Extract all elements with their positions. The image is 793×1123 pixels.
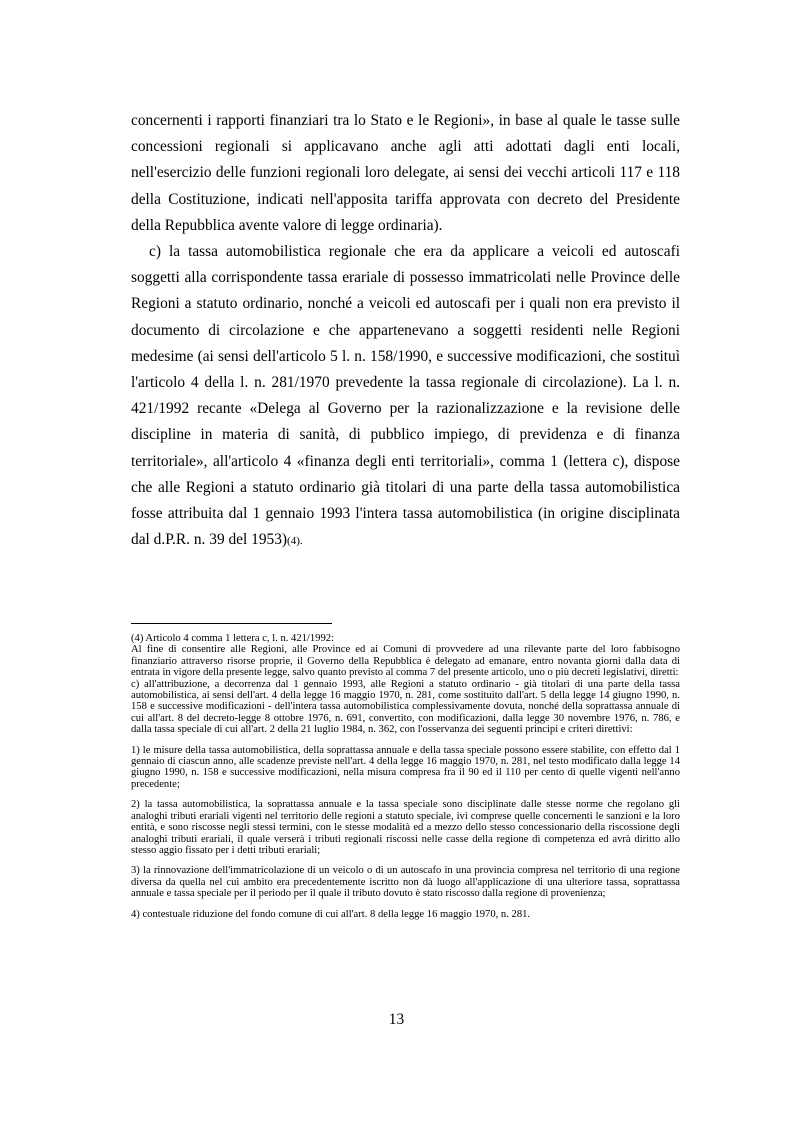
page-number: 13 [388,1011,405,1028]
footnote-separator [131,623,332,624]
footnote-intro: Al fine di consentire alle Regioni, alle Province ed ai Comuni di provvedere ad una rilevante parte del loro fabbisogno finanziario attraverso risorse proprie, il Governo della Repubblica è delegato ad emanare, entro novanta giorni dalla data di entrata in vigore della presente legge, salvo quanto previsto al comma 7 del presente articolo, uno o più decreti legislativi, diretti: [131,644,680,679]
footnote-item-c: c) all'attribuzione, a decorrenza dal 1 gennaio 1993, alle Regioni a statuto ordinario - già titolari di una parte della tassa automobilistica, ai sensi dell'art. 4 della legge 16 maggio 1970, n. 281, come sostituito dall'art. 5 della legge 14 giugno 1990, n. 158 e successive modificazioni - dell'intera tassa automobilistica complessivamente dovuta, nonché della soprattassa annuale di cui all'art. 8 del decreto-legge 8 ottobre 1976, n. 691, convertito, con modificazioni, dalla legge 30 novembre 1976, n. 786, e dalla tassa speciale di cui all'art. 2 della 21 luglio 1984, n. 362, con l'osservanza dei seguenti principi e criteri direttivi: [131,678,680,736]
paragraph-1: concernenti i rapporti finanziari tra lo Stato e le Regioni», in base al quale le tasse sulle concessioni regionali si applicavano anche agli atti adottati dagli enti locali, nell'esercizio delle funzioni regionali loro delegate, ai sensi dei vecchi articoli 117 e 118 della Costituzione, indicati nell'apposita tariffa approvata con decreto del Presidente della Repubblica avente valore di legge ordinaria). [131,112,680,234]
footnotes [131,633,680,920]
paragraph-2 [131,239,680,554]
footnote-point-4: 4) contestuale riduzione del fondo comune di cui all'art. 8 della legge 16 maggio 1970, n. 281. [131,908,531,920]
footnote-point-3: 3) la rinnovazione dell'immatricolazione di un veicolo o di un autoscafo in una provincia compresa nel territorio di una regione diversa da quella nel cui ambito era precedentemente iscritto non dà luogo all'applicazione di una ulteriore tassa, soprattassa annuale e tassa speciale per il periodo per il quale il tributo dovuto è stato riscosso dalla regione di provenienza; [131,865,680,900]
footnote-point-2: 2) la tassa automobilistica, la soprattassa annuale e la tassa speciale sono disciplinate dalle stesse norme che regolano gli analoghi tributi erariali vigenti nel territorio delle regioni a statuto speciale, ivi comprese quelle concernenti le sanzioni e la loro entità, e sono riscosse negli stessi termini, con le stesse modalità ed a mezzo dello stesso concessionario della riscossione degli analoghi tributi erariali, il quale verserà i tributi regionali riscossi nelle casse della regione di competenza ed avrà diritto allo stesso aggio fissato per i detti tributi erariali; [131,799,680,856]
footnote-point-1: 1) le misure della tassa automobilistica, della soprattassa annuale e della tassa speciale possono essere stabilite, con effetto dal 1 gennaio di ciascun anno, alle scadenze previste nell'art. 4 della legge 16 maggio 1970, n. 281, nel testo modificato dalla legge 14 giugno 1990, n. 158 e successive modificazioni, nella misura compresa fra il 90 ed il 110 per cento di quelle vigenti nell'anno precedente; [131,744,680,790]
footnote-reference: (4). [287,535,303,548]
body-text [131,108,680,554]
paragraph-2-text: c) la tassa automobilistica regionale che era da applicare a veicoli ed autoscafi soggetti alla corrispondente tassa erariale di possesso immatricolati nelle Province delle Regioni a statuto ordinario, nonché a veicoli ed autoscafi per i quali non era previsto il documento di circolazione e che appartenevano a soggetti residenti nelle Regioni medesime (ai sensi dell'articolo 5 l. n. 158/1990, e successive modificazioni, che sostituì l'articolo 4 della l. n. 281/1970 prevedente la tassa regionale di circolazione). La l. n. 421/1992 recante «Delega al Governo per la razionalizzazione e la revisione delle discipline in materia di sanità, di pubblico impiego, di previdenza e di finanza territoriale», all'articolo 4 «finanza degli enti territoriali», comma 1 (lettera c), dispose che alle Regioni a statuto ordinario già titolari di una parte della tassa automobilistica fosse attribuita dal 1 gennaio 1993 l'intera tassa automobilistica (in origine disciplinata dal d.P.R. n. 39 del 1953) [131,243,680,549]
footnote-heading: (4) Articolo 4 comma 1 lettera c, l. n. 421/1992: [131,633,334,644]
